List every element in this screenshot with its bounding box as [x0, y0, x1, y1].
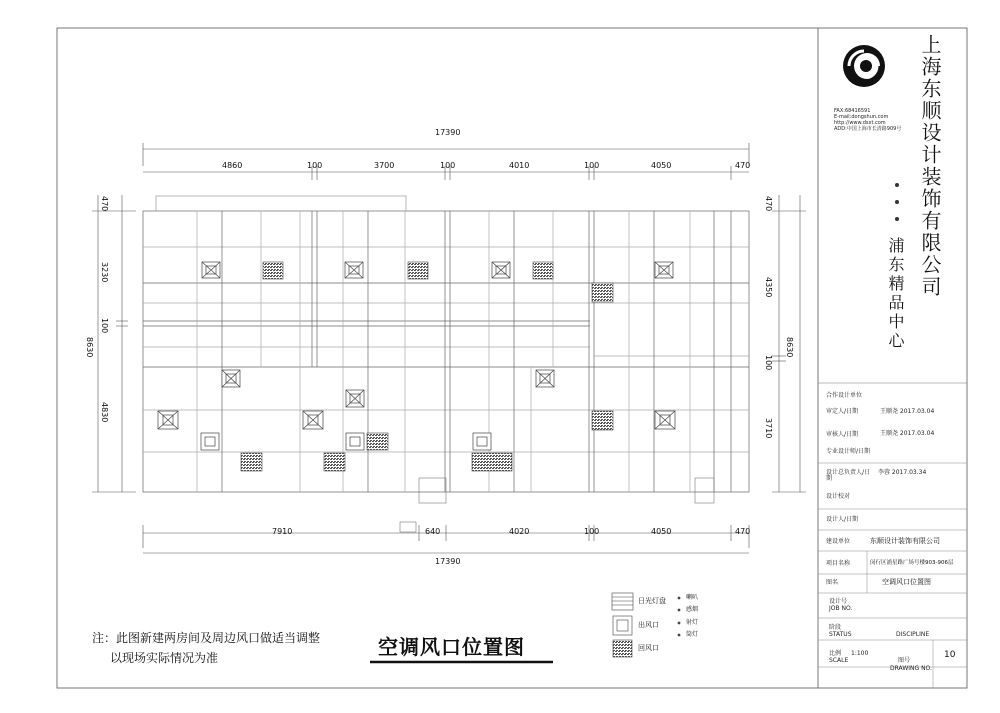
tb-scale-en: SCALE — [829, 657, 849, 664]
downlight-icon — [678, 634, 681, 637]
company-logo — [843, 45, 885, 87]
sheet-number: 10 — [944, 650, 956, 660]
company-name: 上海东顺设计装饰有限公司 — [918, 34, 942, 298]
dim-left-total: 8630 — [85, 337, 94, 358]
note-line-2: 以现场实际情况为准 — [110, 651, 219, 665]
dim-right-1: 470 — [764, 196, 773, 212]
dim-bottom-2: 640 — [425, 527, 441, 536]
dim-right-total: 8630 — [785, 337, 794, 358]
dim-bottom-1: 7910 — [272, 527, 293, 536]
legend-label-downlight: 筒灯 — [686, 631, 699, 638]
supply-vent-icon — [613, 616, 632, 635]
note-line-1: 注：此图新建两房间及周边风口做适当调整 — [92, 631, 321, 645]
tb-value-client: 东顺设计装饰有限公司 — [870, 537, 940, 545]
dimension-lines — [92, 143, 806, 553]
tb-label-designer-date: 设计人/日期 — [826, 516, 859, 523]
legend-label-return: 回风口 — [638, 644, 659, 652]
dim-top-1: 4860 — [222, 161, 243, 170]
tb-value-review: 王顺尧 2017.03.04 — [880, 430, 935, 437]
tb-label-client: 建设单位 — [826, 538, 851, 545]
company-branch: 浦东精品中心 — [886, 237, 905, 351]
dim-top-3: 3700 — [374, 161, 395, 170]
ceiling-grid — [143, 196, 749, 492]
tb-label-project: 项目名称 — [826, 560, 851, 567]
dim-top-total: 17390 — [435, 128, 461, 137]
dim-right-4: 3710 — [764, 418, 773, 439]
tb-scale-label: 比例 — [829, 650, 842, 657]
tb-label-review: 审核人/日期 — [826, 431, 859, 438]
tb-drawing-no-label: 图号 — [898, 657, 911, 664]
dim-right-3: 100 — [764, 355, 773, 371]
tb-scale-value: 1:100 — [851, 650, 869, 657]
tb-label-designer: 专业设计师/日期 — [826, 448, 871, 455]
tb-value-approve: 王顺尧 2017.03.04 — [880, 408, 935, 415]
dim-top-2: 100 — [307, 161, 323, 170]
legend-label-smoke: 感烟 — [686, 606, 699, 613]
dim-left-4: 4830 — [100, 402, 109, 423]
tb-label-proof: 设计校对 — [826, 493, 851, 500]
spotlight-icon — [678, 622, 681, 625]
tb-label-cooperate: 合作设计单位 — [826, 392, 863, 399]
tb-label-chief: 设计总负责人/日期 — [826, 469, 871, 482]
legend-label-supply: 出风口 — [638, 621, 659, 629]
dim-left-1: 470 — [100, 196, 109, 212]
return-vents — [241, 262, 613, 471]
smoke-detector-icon — [678, 609, 681, 612]
legend-label-speaker: 喇叭 — [686, 594, 699, 601]
dim-bottom-3: 4020 — [509, 527, 530, 536]
dim-top-4: 100 — [440, 161, 456, 170]
tb-job-no-label: 设计号 — [829, 598, 848, 605]
contact-fax: FAX:68416591 — [834, 108, 871, 114]
contact-address: ADD:中国上海市长清路909号 — [834, 126, 902, 132]
tb-value-drawing-name: 空调风口位置图 — [882, 578, 931, 586]
return-vent-icon — [613, 640, 632, 657]
dim-top-8: 470 — [735, 161, 751, 170]
tb-value-chief: 李蓉 2017.03.34 — [878, 469, 927, 476]
dim-top-5: 4010 — [509, 161, 530, 170]
drawing-title: 空调风口位置图 — [378, 635, 525, 659]
dim-bottom-total: 17390 — [435, 557, 461, 566]
tb-value-project: 闵行区浦星路广场号楼903-906层 — [870, 560, 954, 566]
contact-web: http://www.dsxt.com — [834, 120, 886, 126]
dim-top-7: 4050 — [651, 161, 672, 170]
tb-label-drawing-name: 图名 — [826, 579, 839, 586]
tb-label-approve: 审定人/日期 — [826, 408, 859, 415]
tb-job-no-en: JOB NO. — [829, 605, 853, 612]
tb-drawing-no-en: DRAWING NO. — [890, 665, 932, 672]
dim-bottom-6: 470 — [735, 527, 751, 536]
sheet-border — [57, 28, 967, 688]
dim-bottom-4: 100 — [584, 527, 600, 536]
dim-left-3: 100 — [100, 318, 109, 334]
light-panel-icon — [612, 593, 633, 610]
tb-status-label: 阶段 — [829, 624, 842, 631]
dim-left-2: 3230 — [100, 262, 109, 283]
dim-top-6: 100 — [584, 161, 600, 170]
legend-label-spotlight: 射灯 — [686, 619, 699, 626]
dim-right-2: 4350 — [764, 277, 773, 298]
speaker-icon — [678, 597, 681, 600]
tb-status-en: STATUS — [829, 631, 852, 638]
tb-discipline-en: DISCIPLINE — [896, 631, 930, 638]
contact-email: E-mail:dongshun.com — [834, 114, 889, 120]
legend-label-light-panel: 日光灯盘 — [638, 597, 666, 605]
dim-bottom-5: 4050 — [651, 527, 672, 536]
company-contact — [834, 108, 901, 132]
